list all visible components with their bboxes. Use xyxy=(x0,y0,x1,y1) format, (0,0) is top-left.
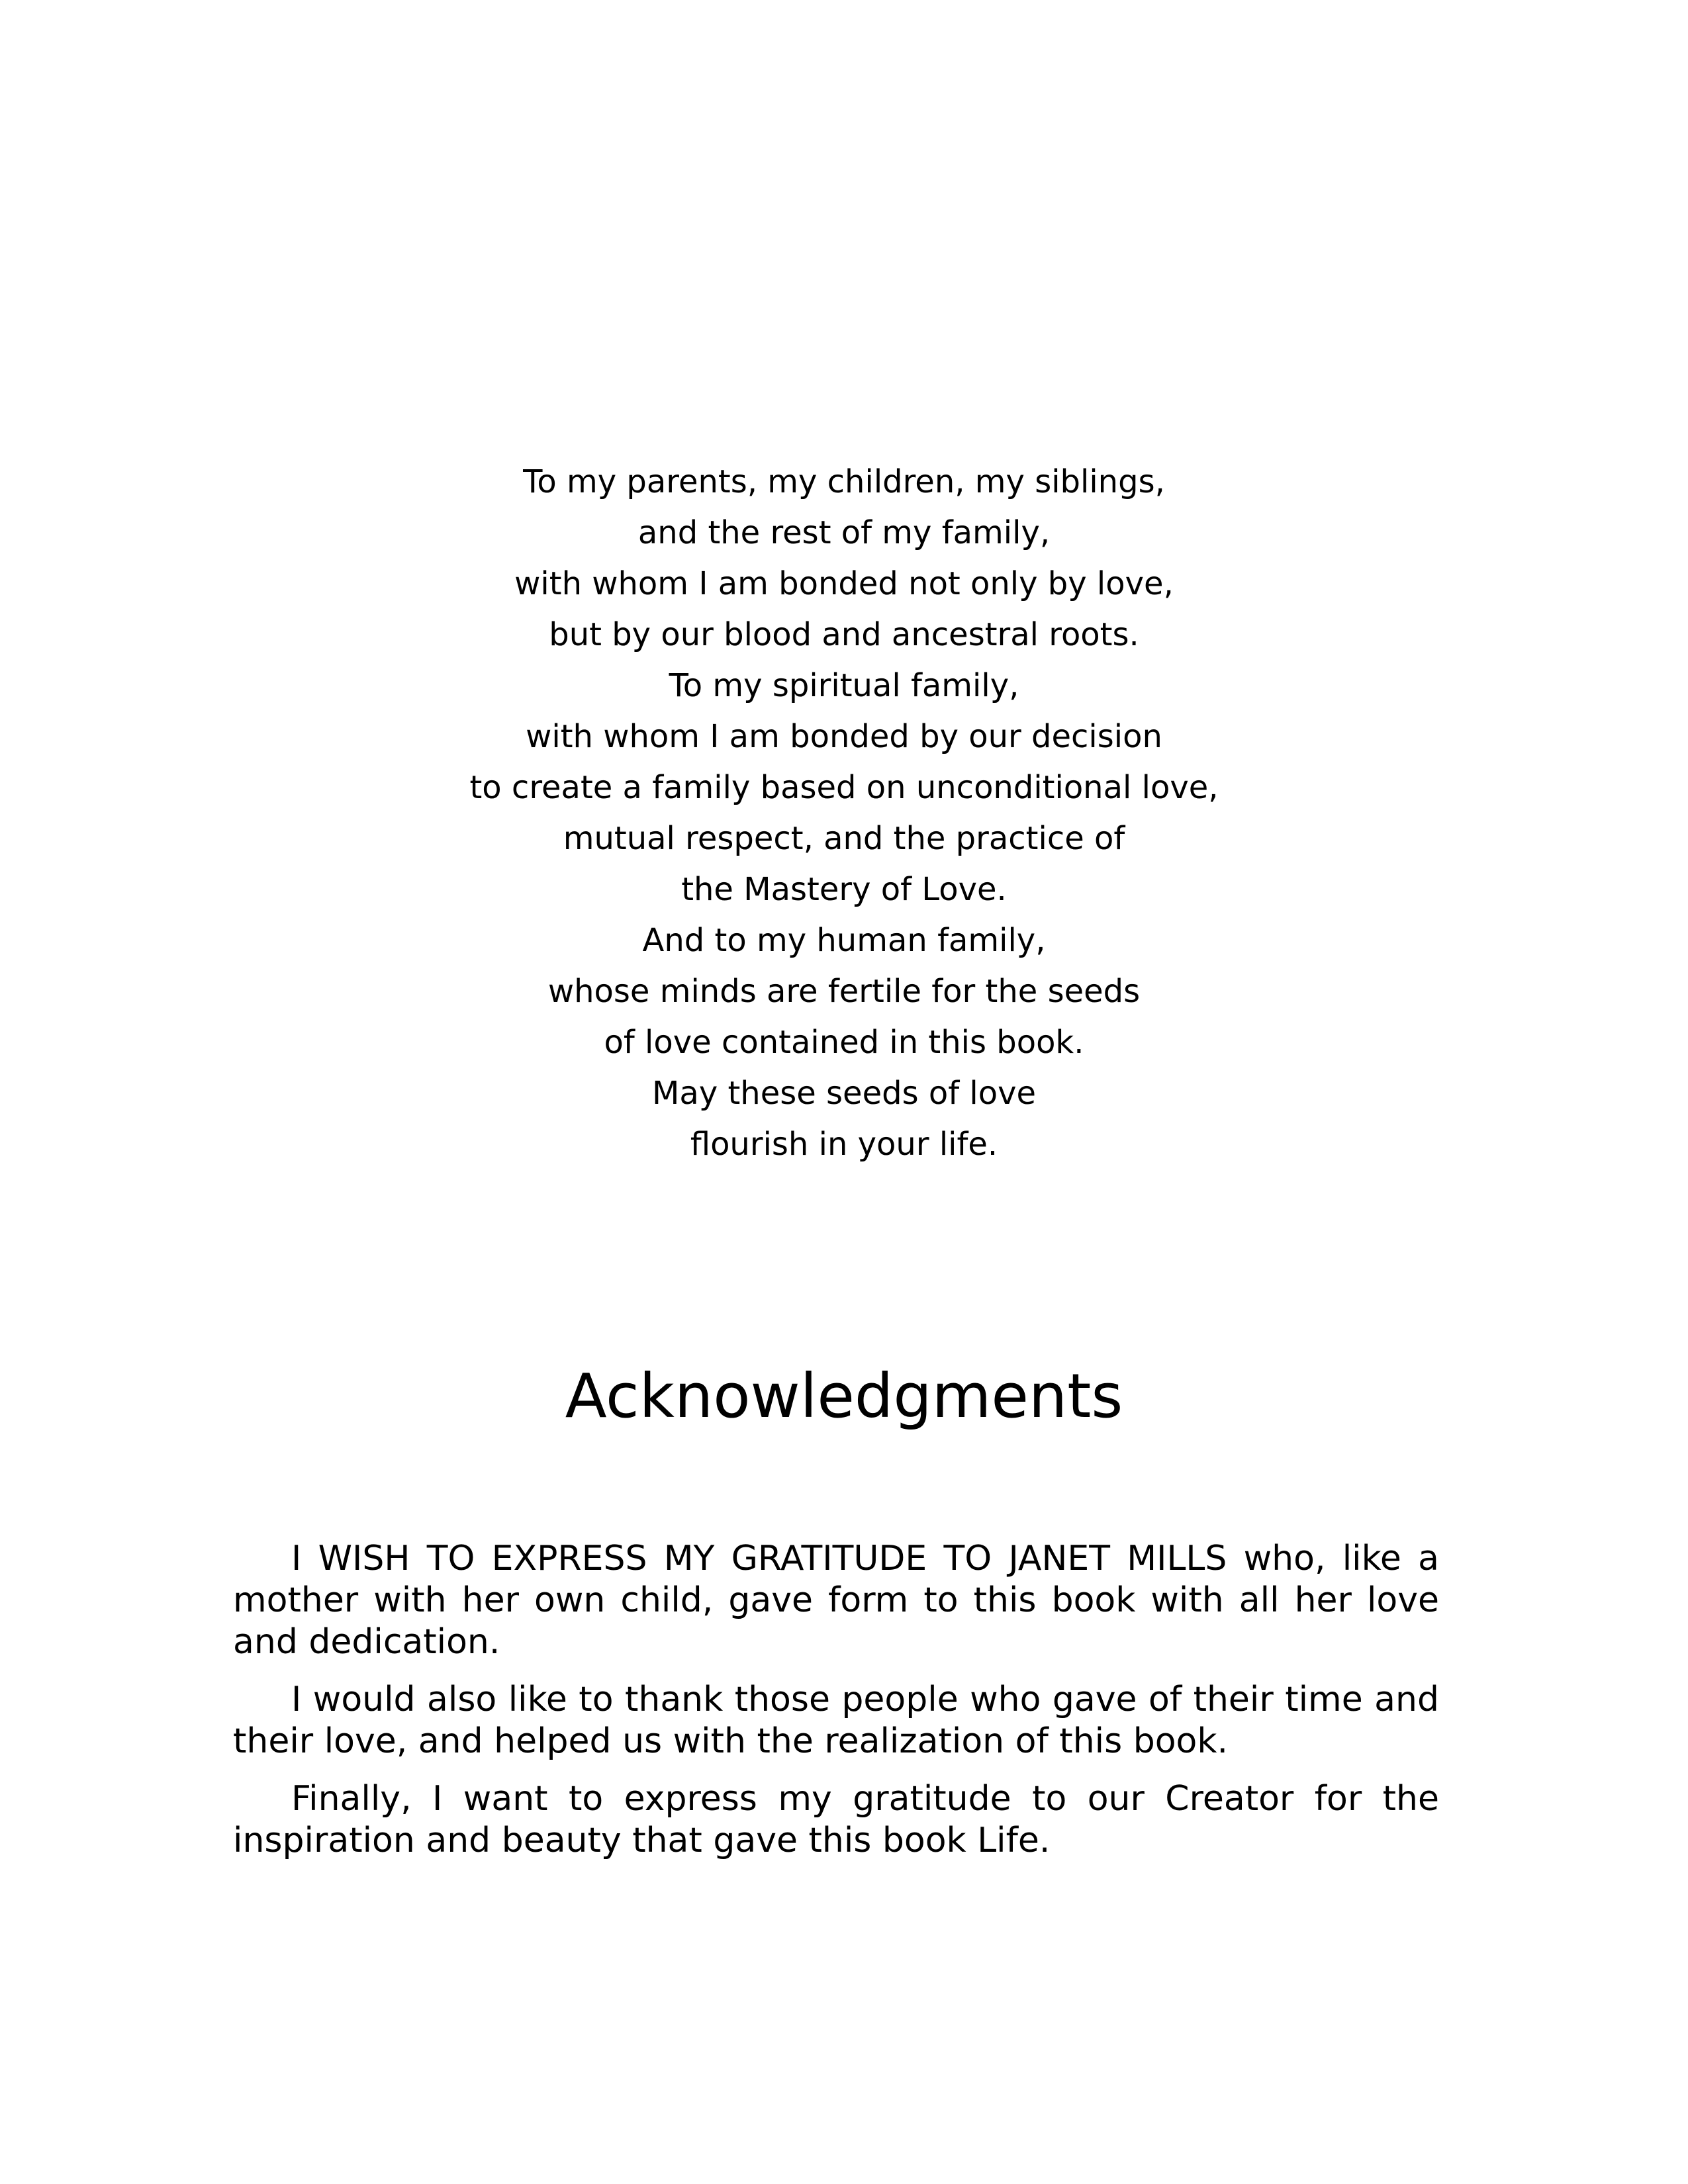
acknowledgments-paragraph: I WISH TO EXPRESS MY GRATITUDE TO JANET MILLS who, like a mother with her own child, gave form to this book with all her love and dedication. xyxy=(233,1539,1439,1662)
dedication-line: and the rest of my family, xyxy=(637,514,1051,551)
dedication-line: whose minds are fertile for the seeds xyxy=(547,973,1141,1010)
dedication-line: with whom I am bonded by our decision xyxy=(526,718,1162,755)
dedication-line: of love contained in this book. xyxy=(604,1024,1084,1061)
acknowledgments-paragraph: Finally, I want to express my gratitude to our Creator for the inspiration and beauty that gave this book Life. xyxy=(233,1779,1439,1860)
dedication-line: And to my human family, xyxy=(642,922,1046,959)
acknowledgments-heading: Acknowledgments xyxy=(565,1361,1123,1432)
dedication xyxy=(0,457,1688,1170)
dedication-line: with whom I am bonded not only by love, xyxy=(514,565,1174,602)
acknowledgments-paragraph: I would also like to thank those people who gave of their time and their love, and helped us with the realization of this book. xyxy=(233,1680,1439,1761)
dedication-line: but by our blood and ancestral roots. xyxy=(549,616,1139,653)
dedication-line: mutual respect, and the practice of xyxy=(563,820,1125,857)
acknowledgments-body xyxy=(233,1538,1439,1878)
dedication-line: flourish in your life. xyxy=(690,1126,998,1163)
dedication-line: May these seeds of love xyxy=(651,1075,1037,1112)
dedication-line: to create a family based on unconditional love, xyxy=(469,769,1219,806)
dedication-line: To my parents, my children, my siblings, xyxy=(523,463,1165,500)
dedication-line: the Mastery of Love. xyxy=(681,871,1007,908)
dedication-line: To my spiritual family, xyxy=(669,667,1019,704)
